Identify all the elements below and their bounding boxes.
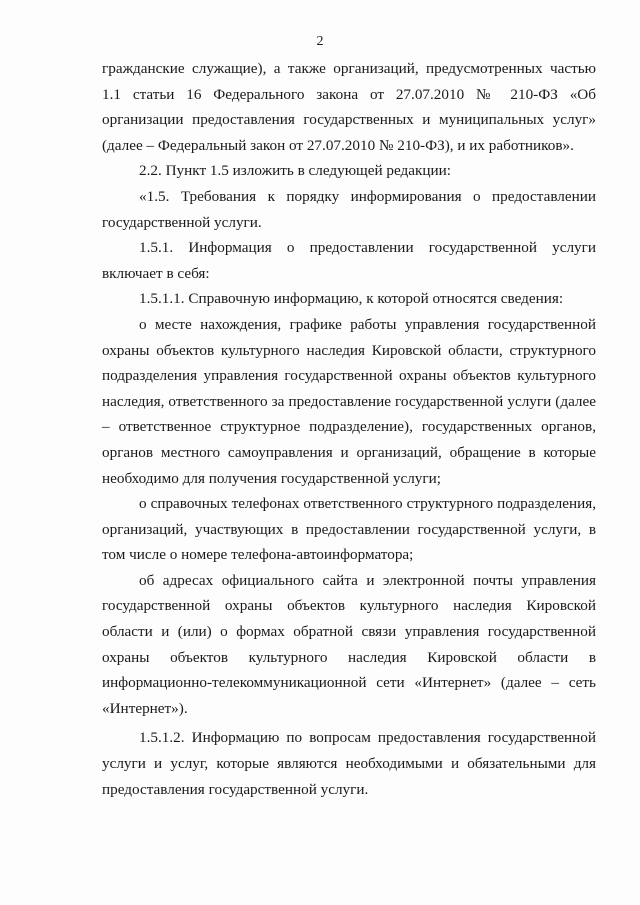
paragraph-continuation: гражданские служащие), а также организаций, предусмотренных частью 1.1 статьи 16 Федерального закона от 27.07.2010 № 210-ФЗ «Об организации предоставления государственных и муниципальных услуг» (далее – Федеральный закон от 27.07.2010 № 210-ФЗ), и их работников». — [102, 60, 596, 154]
paragraph-1-5-1-1: 1.5.1.1. Справочную информацию, к которой относятся сведения: — [139, 290, 564, 308]
paragraph-2-2: 2.2. Пункт 1.5 изложить в следующей редакции: — [139, 162, 452, 180]
paragraph-1-5-1-2: 1.5.1.2. Информацию по вопросам предоставления государственной услуги и услуг, которые являются необходимыми и обязательными для предоставления государственной услуги. — [102, 729, 596, 798]
page-number: 2 — [316, 34, 324, 49]
paragraph-1-5: «1.5. Требования к порядку информирования о предоставлении государственной услуги. — [102, 187, 596, 231]
paragraph-location-info: о месте нахождения, графике работы управления государственной охраны объектов культурного наследия Кировской области, структурного подразделения управления государственной охраны объектов культурного наследия, ответственного за предоставление государственной услуги (далее – ответственное структурное подразделение), государственных органов, органов местного самоуправления и организаций, обращение в которые необходимо для получения государственной услуги; — [102, 315, 596, 487]
paragraph-phone-info: о справочных телефонах ответственного структурного подразделения, организаций, участвующих в предоставлении государственной услуги, в том числе о номере телефона-автоинформатора; — [102, 495, 596, 564]
paragraph-1-5-1: 1.5.1. Информация о предоставлении государственной услуги включает в себя: — [102, 239, 596, 282]
document-body — [102, 56, 596, 802]
paragraph-website-info: об адресах официального сайта и электронной почты управления государственной охраны объектов культурного наследия Кировской области и (или) о формах обратной связи управления государственной охраны объектов культурного наследия Кировской области в информационно-телекоммуникационной сети «Интернет» (далее – сеть «Интернет»). — [102, 571, 596, 717]
